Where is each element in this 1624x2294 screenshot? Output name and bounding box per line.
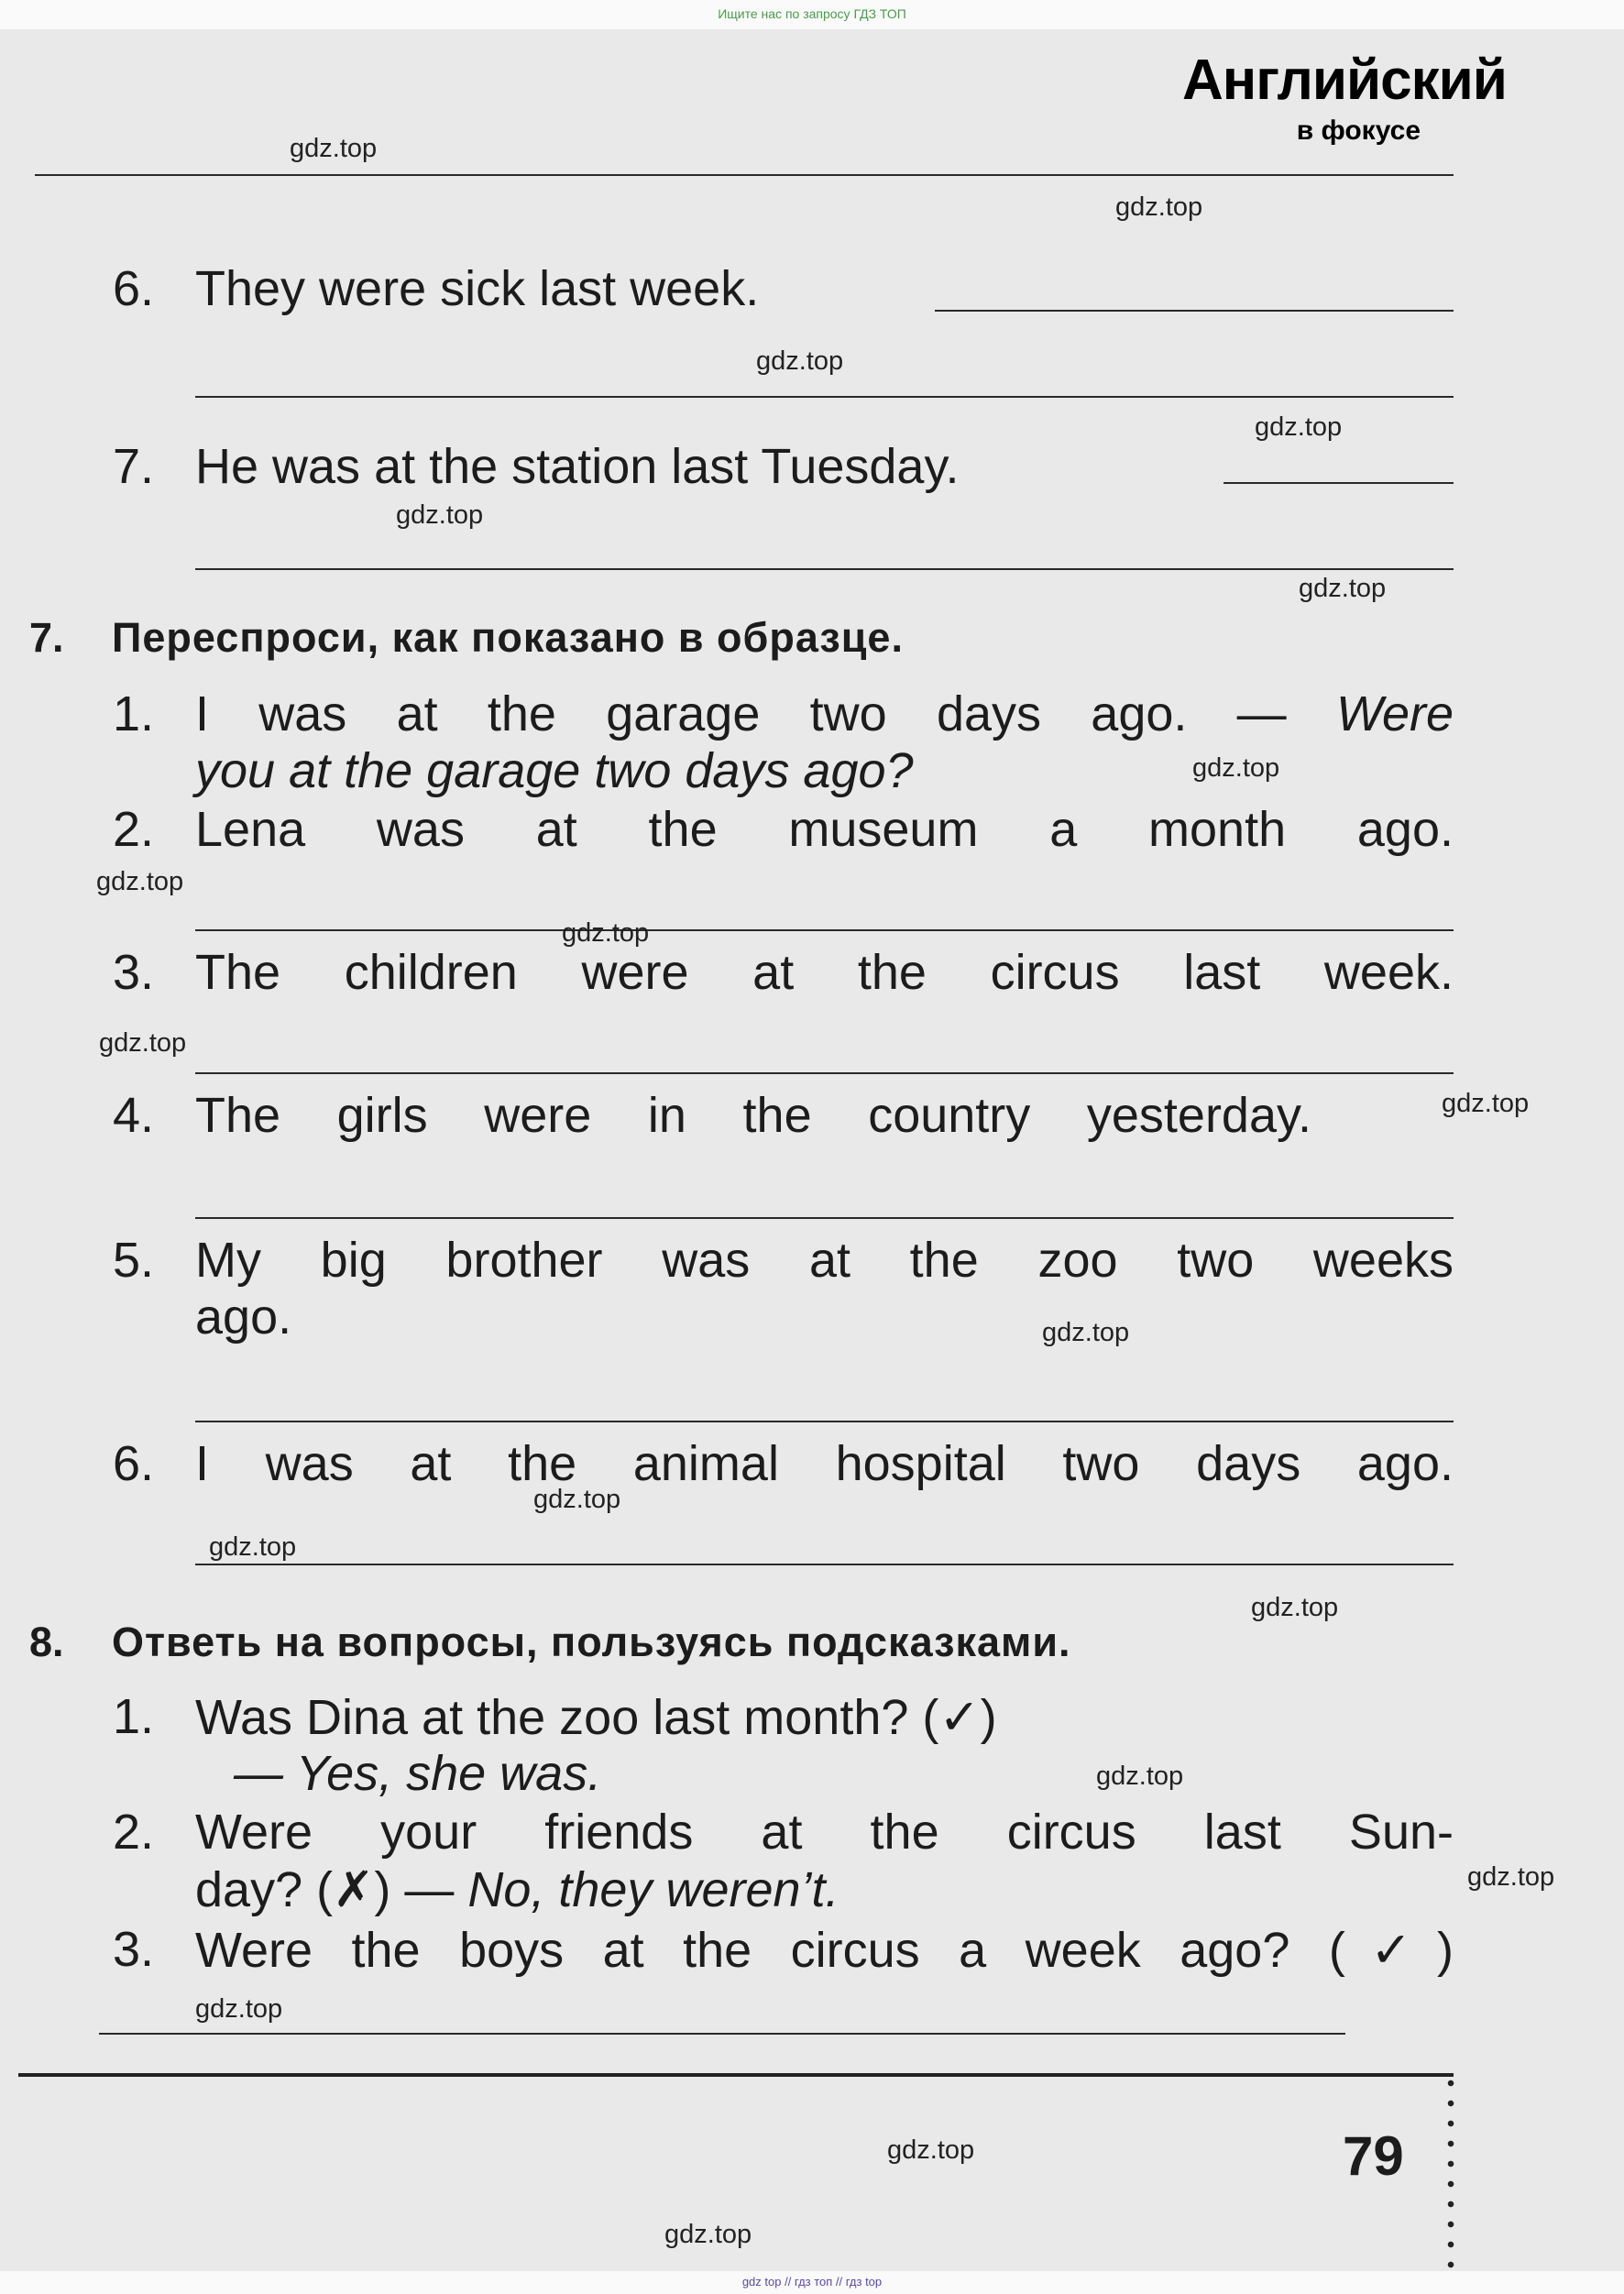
book-logo-title: Английский: [1182, 49, 1507, 112]
exercise-number: 8.: [29, 1619, 64, 1665]
watermark: gdz.top: [1255, 412, 1343, 442]
watermark: gdz.top: [99, 1028, 187, 1058]
watermark: gdz.top: [562, 918, 650, 948]
answer-line: [195, 568, 1454, 570]
item-text: They were sick last week.: [195, 261, 760, 316]
bottom-rule: [18, 2073, 1454, 2077]
answer-line: [195, 1072, 1454, 1074]
page-number: 79: [1343, 2125, 1404, 2187]
item-number: 2.: [112, 802, 154, 857]
item-number: 4.: [112, 1088, 154, 1143]
item-text: The children were at the circus last week.: [195, 945, 1454, 1000]
item-text: Were your friends at the circus last Sun-: [195, 1805, 1454, 1860]
item-number: 6.: [112, 1436, 154, 1491]
exercise-number: 7.: [29, 614, 64, 661]
watermark: gdz.top: [1096, 1762, 1184, 1791]
watermark: gdz.top: [1042, 1318, 1130, 1347]
item-number: 1.: [112, 686, 154, 741]
bottom-banner-text: gdz top // гдз топ // гдз top: [741, 2275, 883, 2289]
answer-line: [35, 174, 1454, 176]
answer-line: [195, 929, 1454, 931]
item-text: My big brother was at the zoo two weeks: [195, 1233, 1454, 1288]
answer-line: [195, 1564, 1454, 1565]
answer-line: [935, 310, 1454, 312]
item-number: 3.: [112, 945, 154, 1000]
watermark: gdz.top: [1442, 1089, 1530, 1118]
answer-line: [99, 2033, 1345, 2035]
answer-line: [195, 1421, 1454, 1422]
watermark: gdz.top: [96, 867, 184, 896]
item-answer: — Yes, she was.: [234, 1746, 602, 1801]
item-text: The girls were in the country yesterday.: [195, 1088, 1311, 1143]
exercise-heading: Ответь на вопросы, пользуясь подсказками.: [112, 1619, 1071, 1665]
item-text: I was at the garage two days ago. — Were: [195, 686, 1454, 741]
watermark: gdz.top: [195, 1994, 283, 2024]
answer-line: [195, 1217, 1454, 1219]
book-logo-subtitle: в фокусе: [1296, 115, 1421, 146]
item-text-continued: day? (✗) — No, they weren’t.: [195, 1862, 839, 1917]
item-text: Lena was at the museum a month ago.: [195, 802, 1454, 857]
dotted-border: [1446, 2073, 1455, 2284]
exercise-heading: Переспроси, как показано в образце.: [112, 614, 904, 661]
watermark: gdz.top: [1299, 574, 1387, 603]
answer-line: [1223, 482, 1454, 484]
watermark: gdz.top: [209, 1532, 297, 1562]
item-number: 2.: [112, 1805, 154, 1860]
item-number: 6.: [112, 261, 154, 316]
item-text: I was at the animal hospital two days ago.: [195, 1436, 1454, 1491]
watermark: gdz.top: [1192, 753, 1280, 783]
item-text: Was Dina at the zoo last month? (✓): [195, 1690, 997, 1745]
item-text-continued: ago.: [195, 1290, 292, 1345]
item-number: 7.: [112, 439, 154, 494]
watermark: gdz.top: [396, 500, 484, 530]
watermark: gdz.top: [887, 2135, 975, 2165]
watermark: gdz.top: [664, 2220, 752, 2249]
item-text: Were the boys at the circus a week ago? (✓): [195, 1923, 1454, 1978]
item-number: 5.: [112, 1233, 154, 1288]
top-banner-text: Ищите нас по запросу ГДЗ ТОП: [718, 6, 906, 21]
answer-line: [195, 396, 1454, 398]
watermark: gdz.top: [290, 134, 378, 163]
watermark: gdz.top: [1251, 1593, 1339, 1622]
watermark: gdz.top: [756, 346, 844, 376]
watermark: gdz.top: [1467, 1862, 1555, 1892]
item-number: 1.: [112, 1689, 154, 1744]
item-answer: you at the garage two days ago?: [195, 743, 914, 798]
watermark: gdz.top: [1115, 192, 1203, 222]
watermark: gdz.top: [533, 1485, 621, 1514]
item-text: He was at the station last Tuesday.: [195, 439, 960, 494]
item-number: 3.: [112, 1922, 154, 1977]
